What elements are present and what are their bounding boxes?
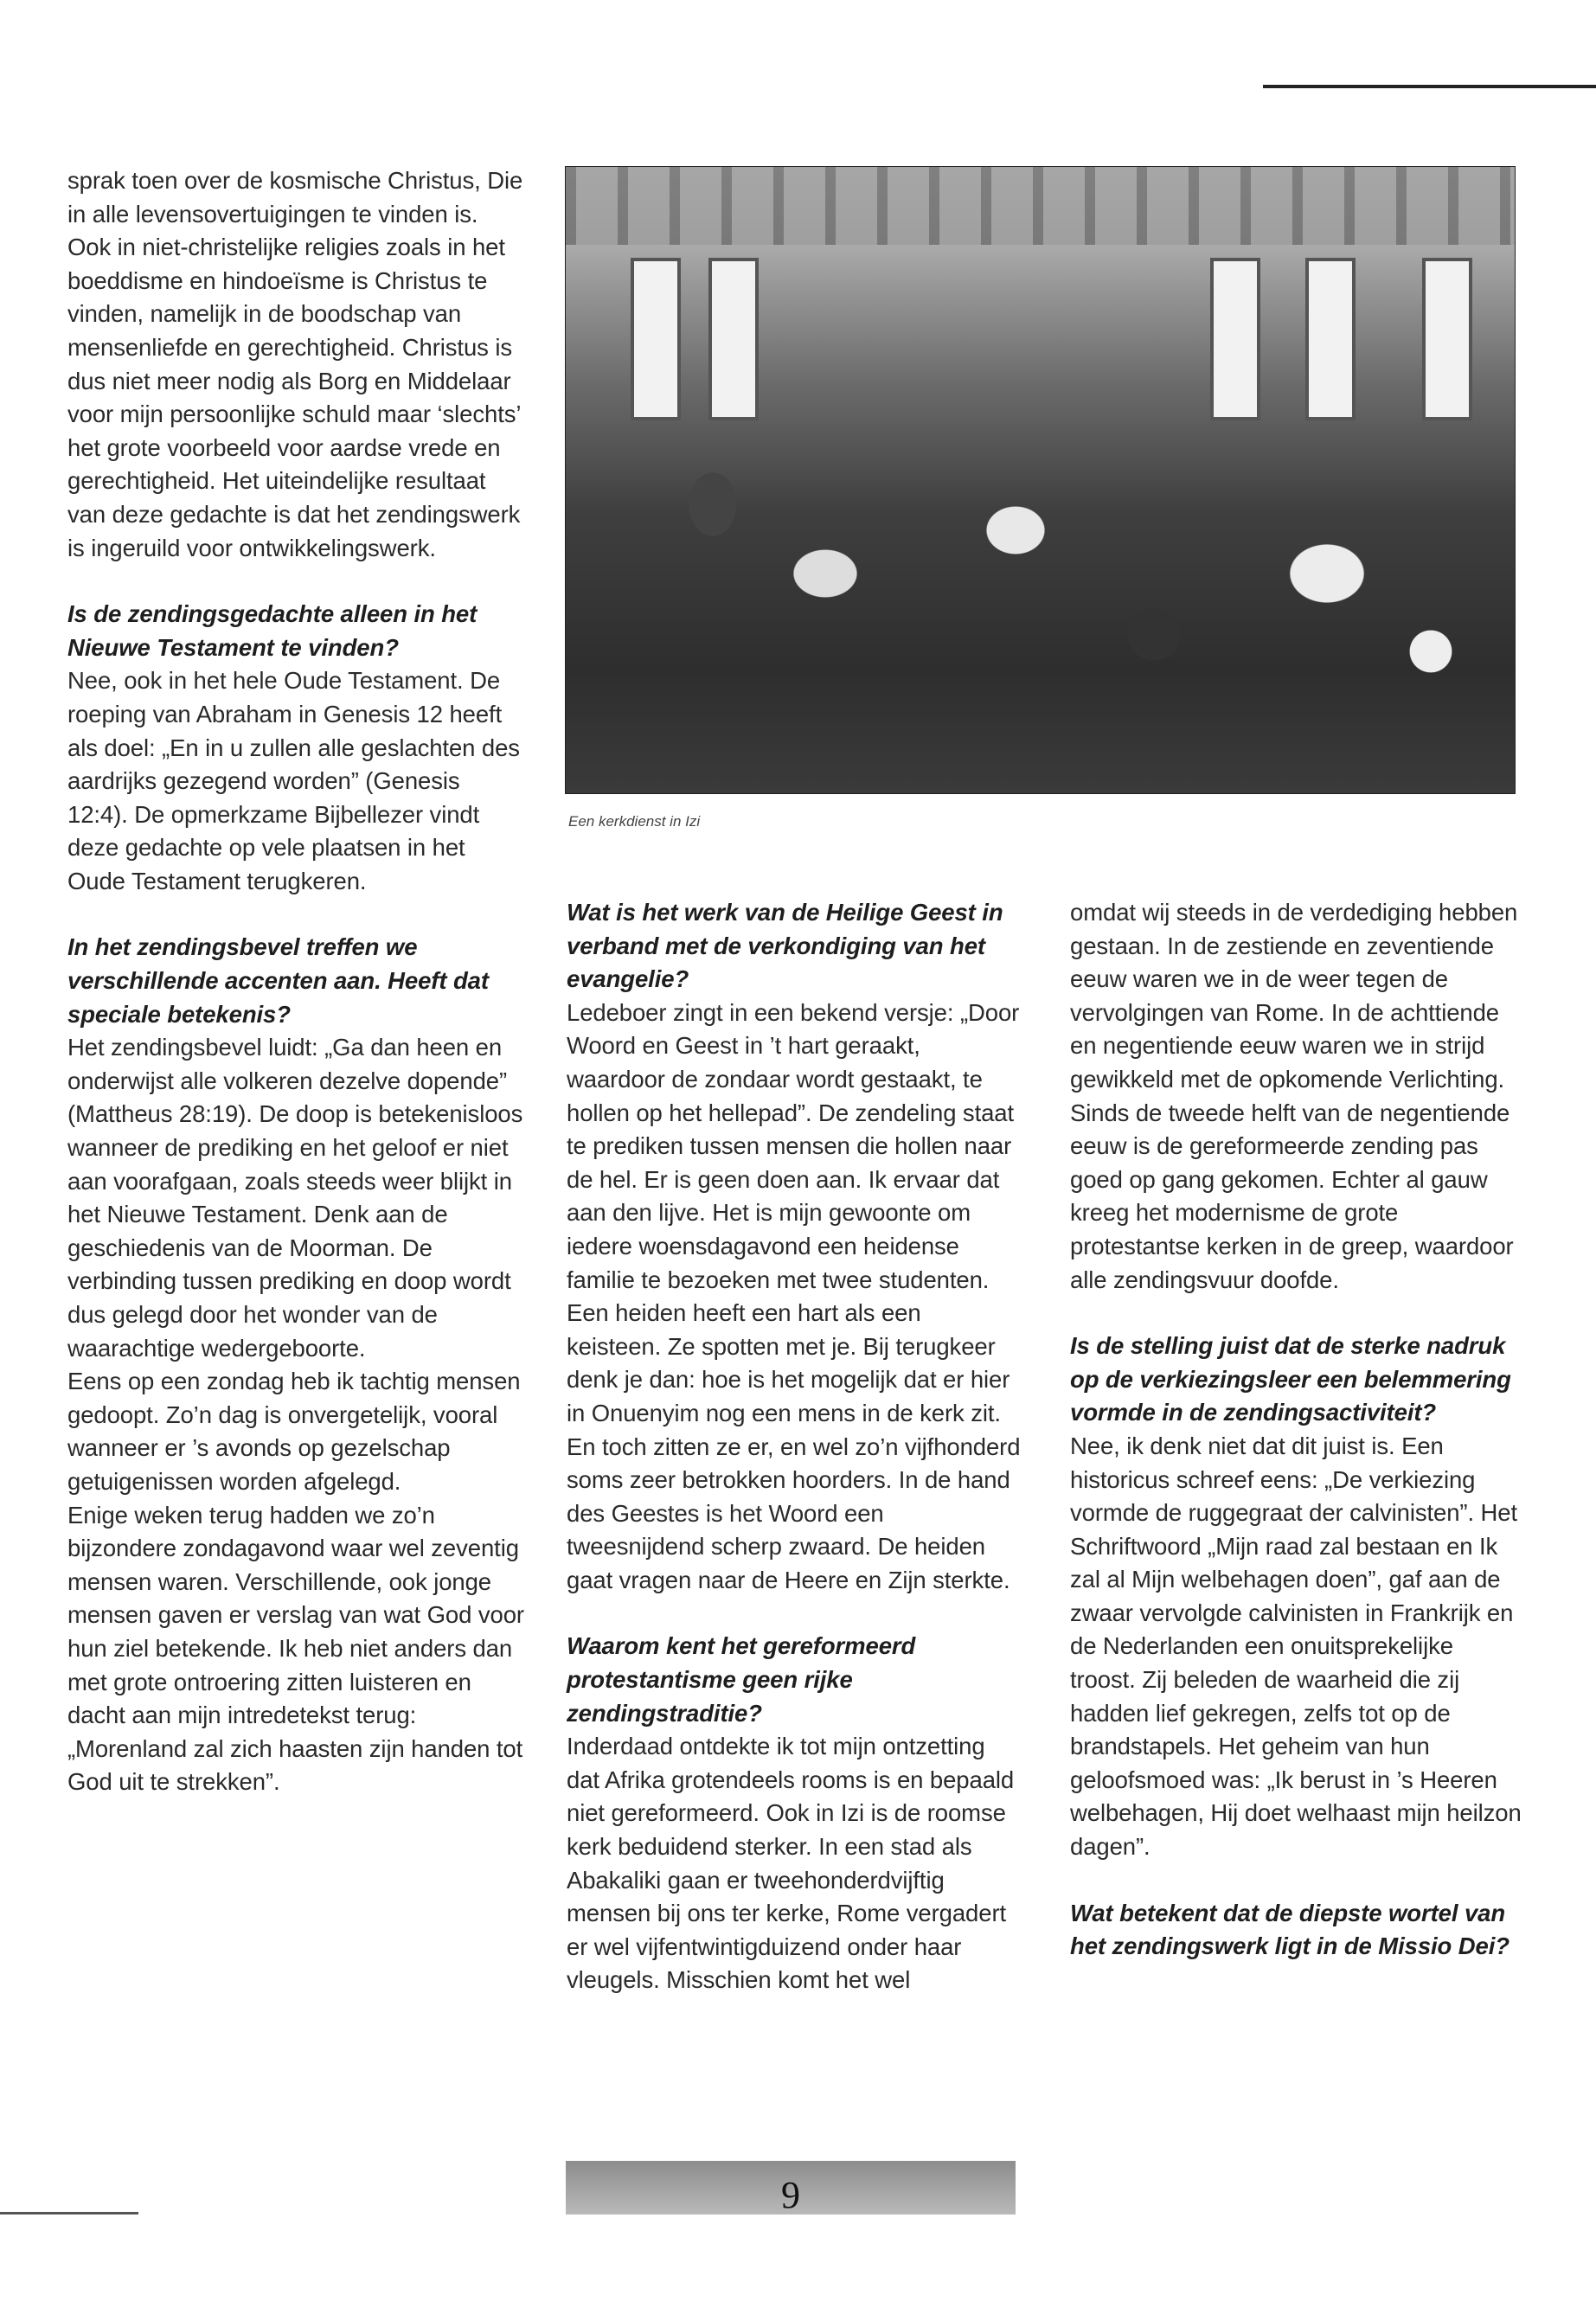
- photo-caption: Een kerkdienst in Izi: [568, 813, 701, 830]
- paragraph: omdat wij steeds in de verdediging hebben gestaan. In de zestiende en zeventiende eeuw waren we in de weer tegen de vervolgingen van Rome. In de achttiende en negentiende eeuw waren we in strijd gewikkeld met de opkomende Verlichting. Sinds de tweede helft van de negentiende eeuw is de gereformeerde zending pas goed op gang gekomen. Echter al gauw kreeg het modernisme de grote protestantse kerken in de greep, waardoor alle zendingsvuur doofde.: [1070, 899, 1518, 1293]
- photo-window: [631, 258, 681, 420]
- text-column-right: [1070, 896, 1524, 1964]
- photo-window: [1422, 258, 1472, 420]
- paragraph: Nee, ook in het hele Oude Testament. De roeping van Abraham in Genesis 12 heeft als doel: „En in u zullen alle geslachten des aardrijks gezegend worden” (Genesis 12:4). De opmerkzame Bijbellezer vindt deze gedachte op vele plaatsen in het Oude Testament terugkeren.: [67, 667, 520, 894]
- text-column-left: [67, 164, 526, 1799]
- interview-question: In het zendingsbevel treffen we verschillende accenten aan. Heeft dat speciale betekenis?: [67, 933, 489, 1028]
- paragraph: Ledeboer zingt in een bekend versje: „Door Woord en Geest in ’t hart geraakt, waardoor de zondaar wordt gestaakt, te hollen op het hellepad”. De zendeling staat te prediken tussen mensen die hollen naar de hel. Er is geen doen aan. Ik ervaar dat aan den lijve. Het is mijn gewoonte om iedere woensdagavond een heidense familie te bezoeken met twee studenten. Een heiden heeft een hart als een keisteen. Ze spotten met je. Bij terugkeer denk je dan: hoe is het mogelijk dat er hier in Onuenyim nog een mens in de kerk zit. En toch zitten ze er, en wel zo’n vijfhonderd soms zeer betrokken hoorders. In de hand des Geestes is het Woord een tweesnijdend scherp zwaard. De heiden gaat vragen naar de Heere en Zijn sterkte.: [567, 998, 1021, 1593]
- top-rule: [1263, 85, 1596, 88]
- church-service-photo: [565, 166, 1516, 794]
- paragraph: Het zendingsbevel luidt: „Ga dan heen en onderwijst alle volkeren dezelve dopende” (Mattheus 28:19). De doop is betekenisloos wanneer de prediking en het geloof er niet aan voorafgaan, zoals steeds weer blijkt in het Nieuwe Testament. Denk aan de geschiedenis van de Moorman. De verbinding tussen prediking en doop wordt dus gelegd door het wonder van de waarachtige wedergeboorte.: [67, 1034, 523, 1362]
- paragraph: Nee, ik denk niet dat dit juist is. Een historicus schreef eens: „De verkiezing vormde de ruggegraat der calvinisten”. Het Schriftwoord „Mijn raad zal bestaan en Ik zal al Mijn welbehagen doen”, gaf aan de zwaar vervolgde calvinisten in Frankrijk en de Nederlanden een onuitsprekelijke troost. Zij beleden de waarheid die zij hadden lief gekregen, zelfs tot op de brandstapels. Het geheim van hun geloofsmoed was: „Ik berust in ’s Heeren welbehagen, Hij doet welhaast mijn heilzon dagen”.: [1070, 1432, 1522, 1861]
- photo-window: [1210, 258, 1260, 420]
- photo-ceiling: [566, 167, 1515, 245]
- paragraph: sprak toen over de kosmische Christus, Die in alle levensovertuigingen te vinden is. Ook in niet-christelijke religies zoals in het boeddisme en hindoeïsme is Christus te vinden, namelijk in de boodschap van mensenliefde en gerechtigheid. Christus is dus niet meer nodig als Borg en Middelaar voor mijn persoonlijke schuld maar ‘slechts’ het grote voorbeeld voor aardse vrede en gerechtigheid. Het uiteindelijke resultaat van deze gedachte is dat het zendingswerk is ingeruild voor ontwikkelingswerk.: [67, 167, 523, 561]
- interview-question: Is de zendingsgedachte alleen in het Nieuwe Testament te vinden?: [67, 600, 478, 661]
- interview-question: Wat is het werk van de Heilige Geest in verband met de verkondiging van het evangelie?: [567, 899, 1003, 993]
- interview-question: Waarom kent het gereformeerd protestantisme geen rijke zendingstraditie?: [567, 1632, 916, 1727]
- photo-window: [708, 258, 759, 420]
- bottom-rule: [0, 2212, 138, 2214]
- page-number: 9: [781, 2174, 800, 2214]
- paragraph: Inderdaad ontdekte ik tot mijn ontzetting dat Afrika grotendeels rooms is en bepaald niet gereformeerd. Ook in Izi is de roomse kerk beduidend sterker. In een stad als Abakaliki gaan er tweehonderdvijftig mensen bij ons ter kerke, Rome vergadert er wel vijfentwintigduizend onder haar vleugels. Misschien komt het wel: [567, 1733, 1015, 1994]
- paragraph: Enige weken terug hadden we zo’n bijzondere zondagavond waar wel zeventig mensen waren. Verschillende, ook jonge mensen gaven er verslag van wat God voor hun ziel betekende. Ik heb niet anders dan met grote ontroering zitten luisteren en dacht aan mijn intredetekst terug: „Morenland zal zich haasten zijn handen tot God uit te strekken”.: [67, 1501, 524, 1796]
- interview-question: Wat betekent dat de diepste wortel van het zendingswerk ligt in de Missio Dei?: [1070, 1899, 1509, 1960]
- interview-question: Is de stelling juist dat de sterke nadruk op de verkiezingsleer een belemmering vormde in de zendingsactiviteit?: [1070, 1332, 1511, 1426]
- photo-window: [1305, 258, 1356, 420]
- text-column-middle: [567, 896, 1021, 1997]
- paragraph: Eens op een zondag heb ik tachtig mensen gedoopt. Zo’n dag is onvergetelijk, vooral wanneer er ’s avonds op gezelschap getuigenissen worden afgelegd.: [67, 1368, 521, 1495]
